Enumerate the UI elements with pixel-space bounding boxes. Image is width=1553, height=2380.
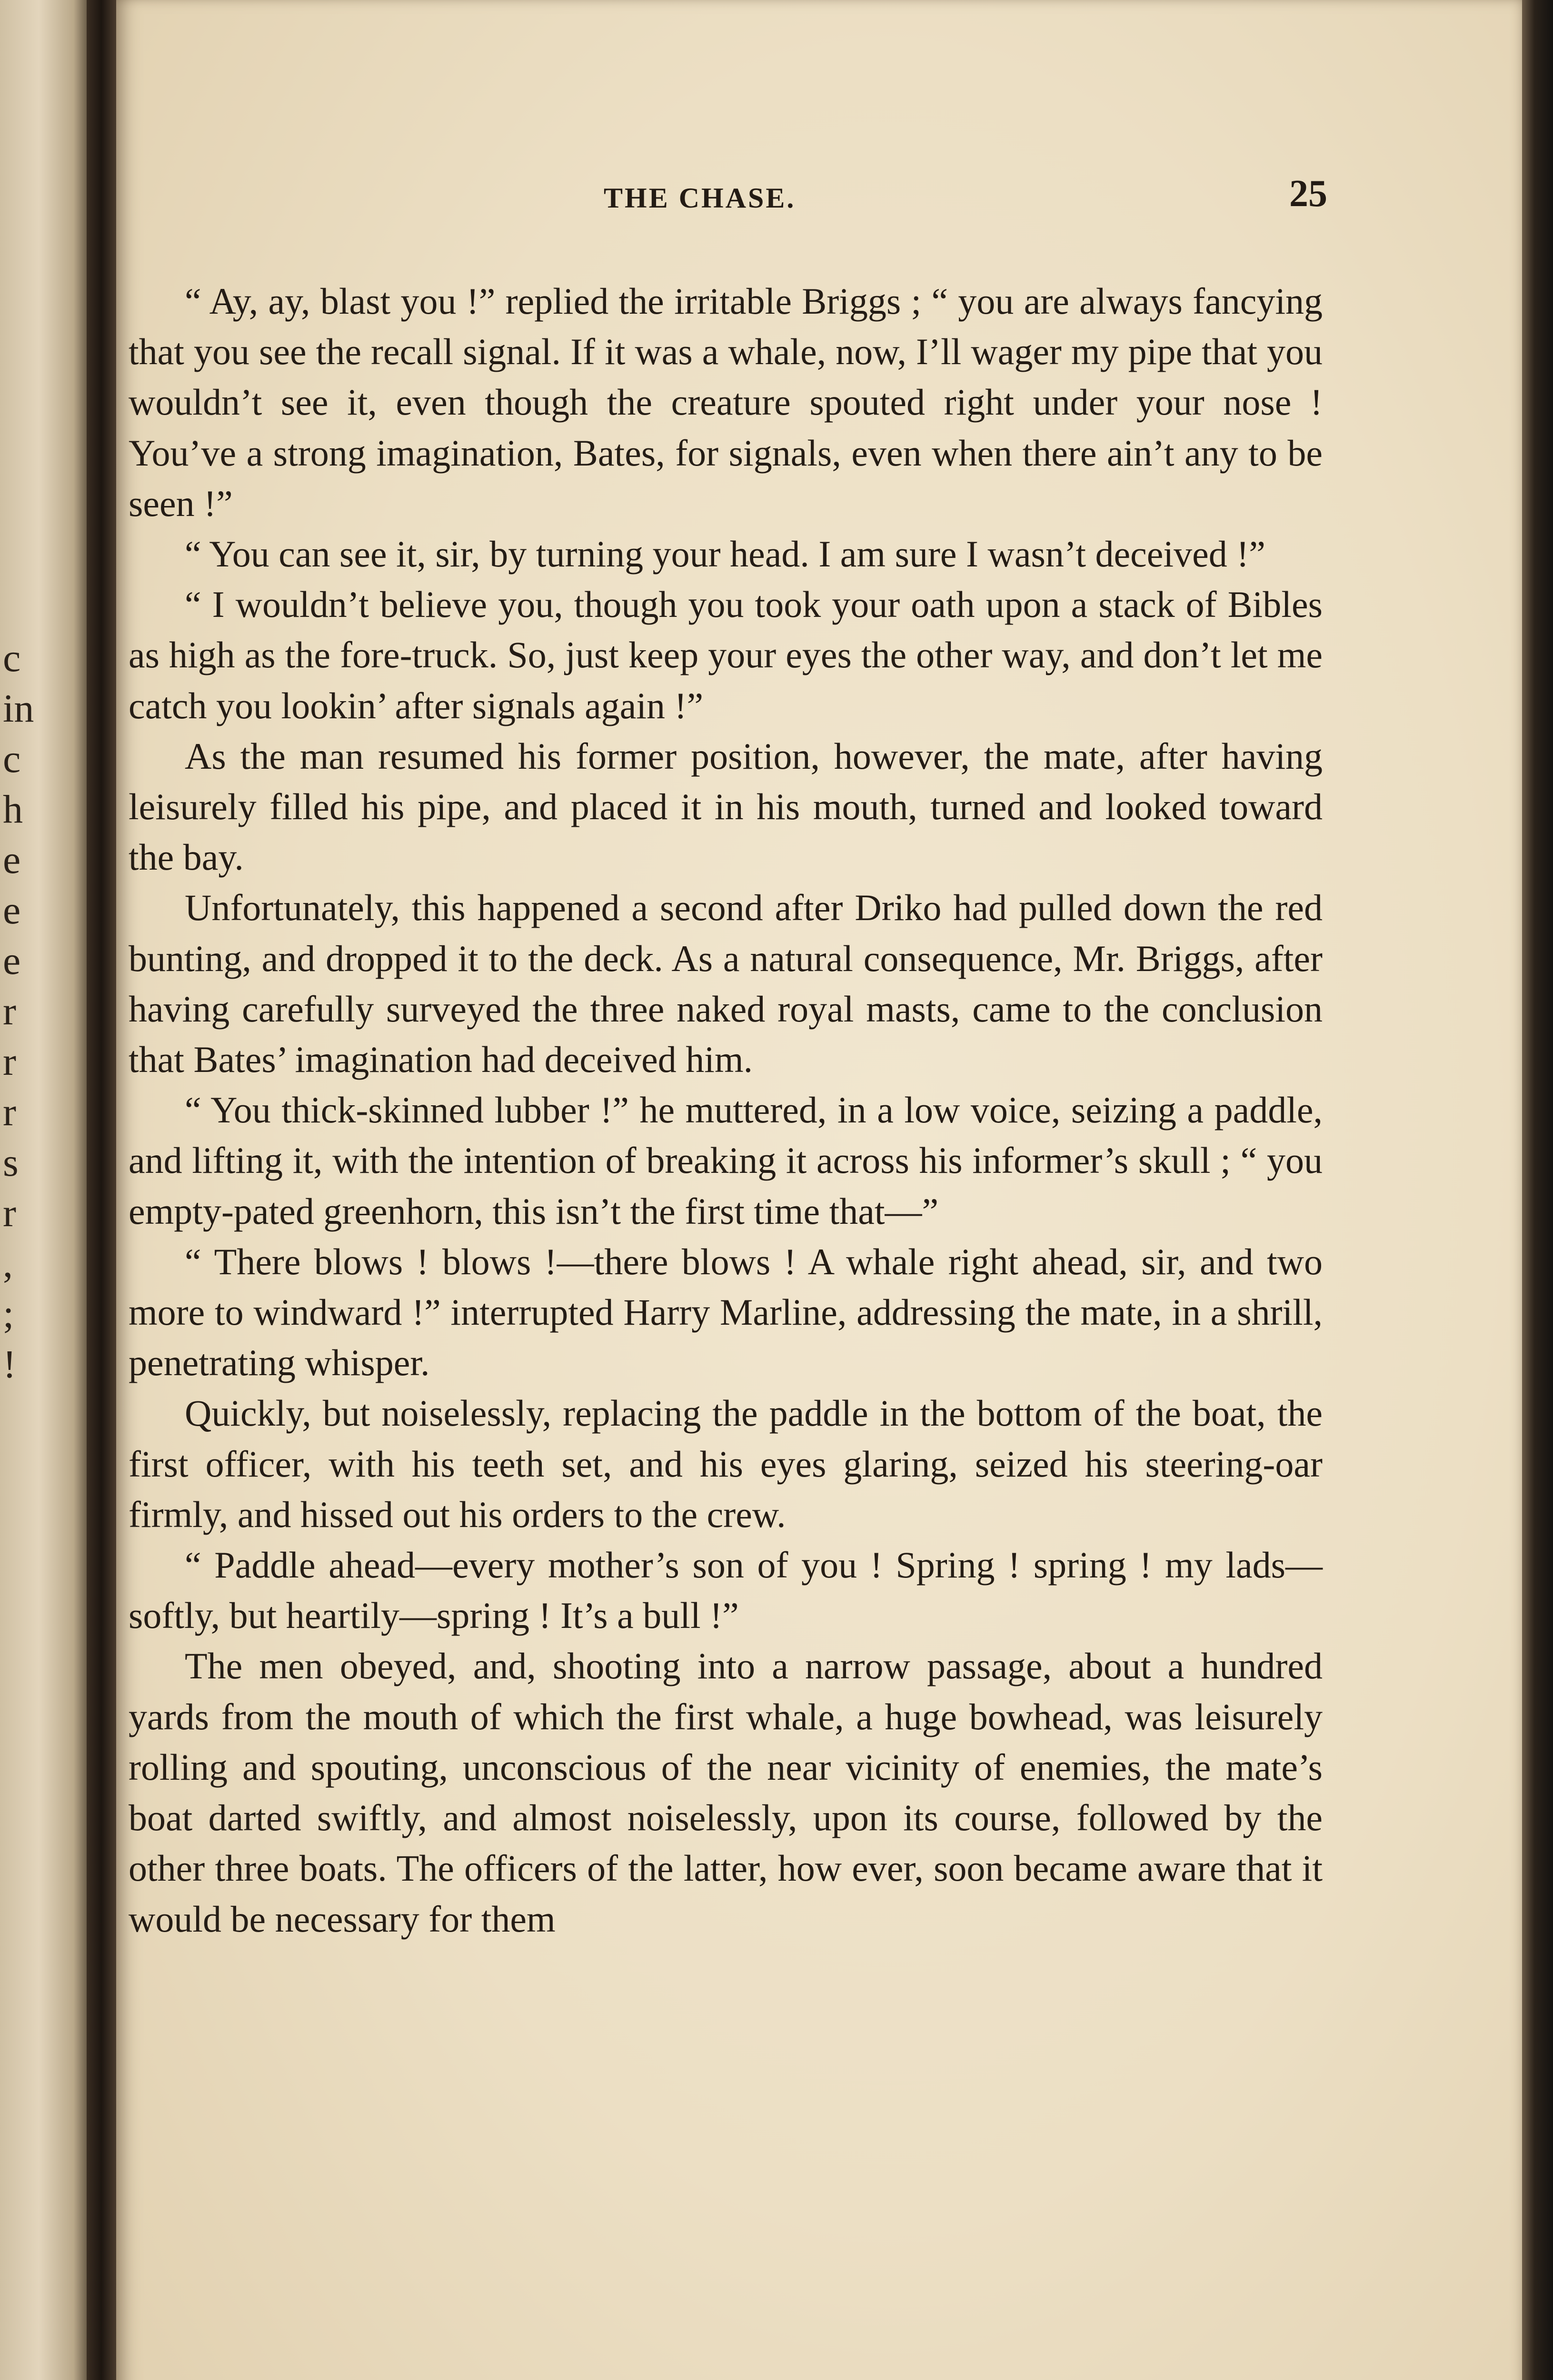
paragraph: “ Paddle ahead—every mother’s son of you ! Spring ! spring ! my lads—softly, but heartily—spring ! It’s a bull !” [129, 1544, 1323, 1636]
book-gutter [87, 0, 116, 2380]
page-body [129, 276, 1323, 1944]
running-head: THE CHASE. [604, 182, 796, 214]
page-number: 25 [1289, 173, 1327, 215]
paragraph: “ I wouldn’t believe you, though you took your oath upon a stack of Bibles as high as the fore-truck. So, just keep your eyes the other way, and don’t let me catch you lookin’ after signals again !” [129, 584, 1323, 726]
paragraph: “ There blows ! blows !—there blows ! A whale right ahead, sir, and two more to windward !” interrupted Harry Marline, addressing the mate, in a shrill, penetrating whisper. [129, 1240, 1323, 1384]
paragraph: “ You can see it, sir, by turning your head. I am sure I wasn’t deceived !” [185, 533, 1265, 575]
paragraph: “ You thick-skinned lubber !” he muttered, in a low voice, seizing a paddle, and lifting it, with the intention of breaking it across his informer’s skull ; “ you empty-pated greenhorn, this isn’t the first time that—” [129, 1089, 1323, 1232]
paragraph: The men obeyed, and, shooting into a narrow passage, about a hundred yards from the mouth of which the first whale, a huge bowhead, was leisurely rolling and spouting, unconscious of the near vicinity of enemies, the mate’s boat darted swiftly, and almost noiselessly, upon its course, followed by the other three boats. The officers of the latter, how ever, soon became aware that it would be necessary for them [129, 1645, 1323, 1940]
paragraph: Unfortunately, this happened a second after Driko had pulled down the red bunting, and dropped it to the deck. As a natural consequence, Mr. Briggs, after having carefully surveyed the three naked royal masts, came to the conclusion that Bates’ imagination had deceived him. [129, 887, 1323, 1081]
paragraph: As the man resumed his former position, however, the mate, after having leisurely filled his pipe, and placed it in his mouth, turned and looked toward the bay. [129, 735, 1323, 878]
previous-page-edge [0, 0, 87, 2380]
right-page-edge [1522, 0, 1553, 2380]
paragraph: Quickly, but noiselessly, replacing the paddle in the bottom of the boat, the first officer, with his teeth set, and his eyes glaring, seized his steering-oar firmly, and hissed out his orders to the crew. [129, 1392, 1323, 1535]
paragraph: “ Ay, ay, blast you !” replied the irritable Briggs ; “ you are always fancying that you see the recall signal. If it was a whale, now, I’ll wager my pipe that you wouldn’t see it, even though the creature spouted right under your nose ! You’ve a strong imagination, Bates, for signals, even when there ain’t any to be seen !” [129, 280, 1323, 524]
previous-page-letters: c in c h e e e r r r s r , ; ! [3, 636, 34, 1387]
